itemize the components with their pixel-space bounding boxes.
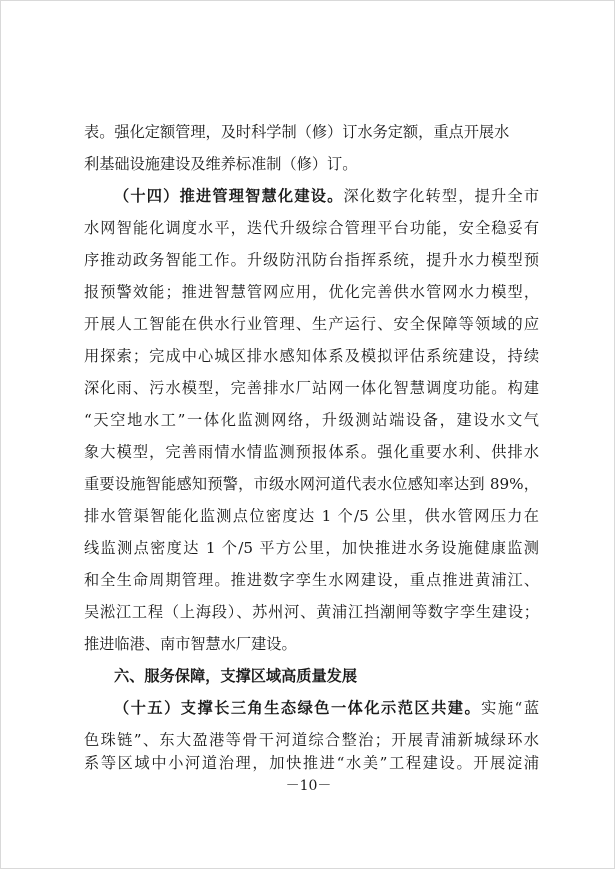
paragraph-line: 色珠链”、东大盈港等骨干河道综合整治；开展青浦新城绿环水 [84, 731, 539, 749]
paragraph-line: 水网智能化调度水平，迭代升级综合管理平台功能，安全稳妥有 [84, 219, 539, 237]
paragraph-line: 象大模型，完善雨情水情监测预报体系。强化重要水利、供排水 [84, 443, 539, 461]
section-heading-14-line: （十四）推进管理智慧化建设。深化数字化转型，提升全市 [114, 187, 540, 205]
paragraph-line: 用探索；完成中心城区排水感知体系及模拟评估系统建设，持续 [84, 347, 539, 365]
paragraph-line: 利基础设施建设及维养标准制（修）订。 [84, 155, 358, 173]
paragraph-line: 重要设施智能感知预警，市级水网河道代表水位感知率达到 89%， [84, 475, 539, 493]
paragraph-line: 推进临港、南市智慧水厂建设。 [84, 635, 297, 653]
section-heading-15: （十五）支撑长三角生态绿色一体化示范区共建。 [114, 699, 482, 717]
paragraph-line: 吴淞江工程（上海段）、苏州河、黄浦江挡潮闸等数字孪生建设； [84, 603, 539, 621]
paragraph-line: 线监测点密度达 1 个/5 平方公里，加快推进水务设施健康监测 [84, 539, 539, 557]
page-number: －10－ [285, 778, 332, 794]
paragraph-line: 系等区域中小河道治理，加快推进“水美”工程建设。开展淀浦 [84, 754, 539, 772]
paragraph-line: 排水管渠智能化监测点位密度达 1 个/5 公里，供水管网压力在 [84, 507, 539, 525]
paragraph-line: 表。强化定额管理，及时科学制（修）订水务定额，重点开展水 [84, 123, 510, 141]
paragraph-line: “天空地水工”一体化监测网络，升级测站端设备，建设水文气 [84, 411, 539, 429]
paragraph-line: 和全生命周期管理。推进数字孪生水网建设，重点推进黄浦江、 [84, 571, 539, 589]
chapter-heading-line [114, 666, 539, 686]
paragraph-line: 深化雨、污水模型，完善排水厂站网一体化智慧调度功能。构建 [84, 379, 539, 397]
section-heading-15-line: （十五）支撑长三角生态绿色一体化示范区共建。实施“蓝 [114, 699, 540, 717]
chapter-heading-6: 六、服务保障，支撑区域高质量发展 [114, 667, 357, 685]
section-heading-14: （十四）推进管理智慧化建设。 [114, 187, 344, 205]
paragraph-line: 报预警效能；推进智慧管网应用，优化完善供水管网水力模型， [84, 283, 539, 301]
paragraph-line: 开展人工智能在供水行业管理、生产运行、安全保障等领域的应 [84, 315, 539, 333]
paragraph-line: 序推动政务智能工作。升级防汛防台指挥系统，提升水力模型预 [84, 251, 539, 269]
